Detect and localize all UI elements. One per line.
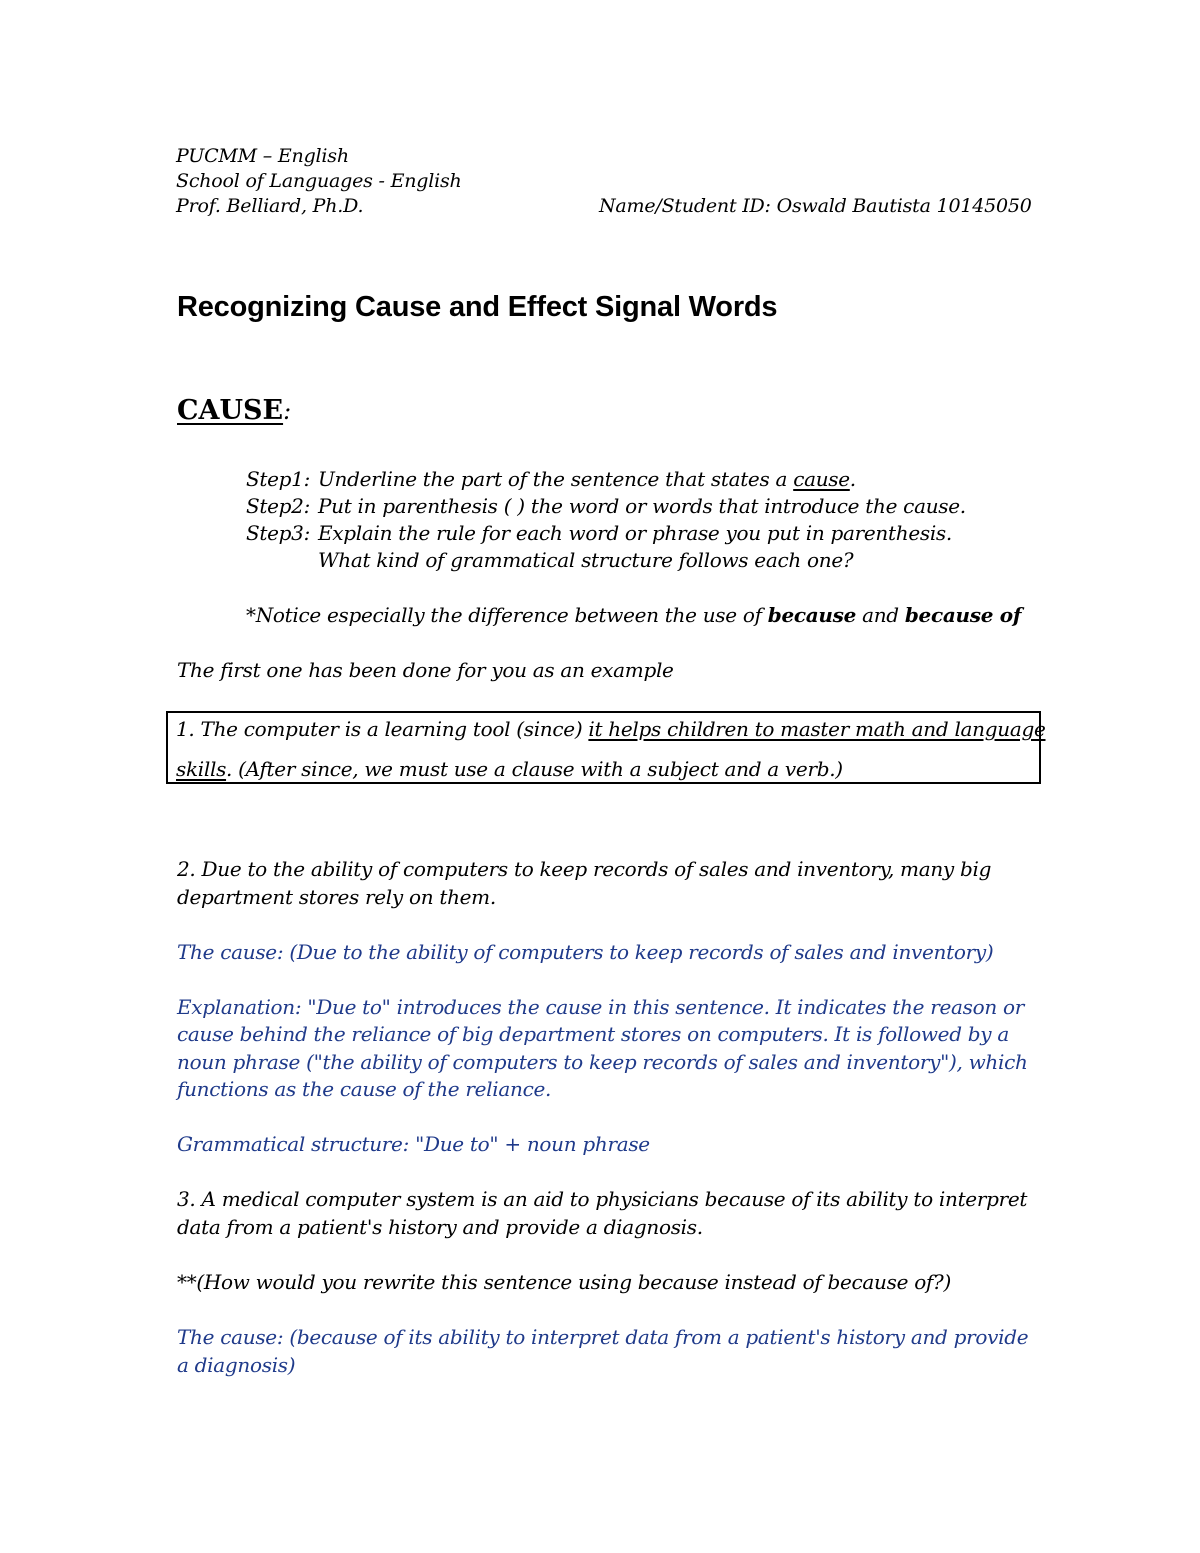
cause-heading-colon: : — [283, 397, 292, 425]
notice-and: and — [856, 603, 905, 627]
page-title: Recognizing Cause and Effect Signal Words — [177, 291, 778, 323]
answer2-explanation-line3: noun phrase ("the ability of computers to keep records of sales and inventory"), which — [177, 1050, 1028, 1074]
notice-line — [246, 603, 1021, 627]
notice-text: *Notice especially the difference between the use of — [246, 603, 768, 627]
step1-text-underlined: cause — [793, 467, 850, 491]
step3-text: Explain the rule for each word or phrase you put in parenthesis. — [318, 521, 952, 545]
question2-line2: department stores rely on them. — [177, 885, 496, 909]
cause-heading-text: CAUSE — [177, 395, 284, 426]
example-line2 — [176, 757, 843, 781]
notice-because: because — [767, 603, 857, 627]
step1-text — [318, 467, 856, 491]
notice-because-of: because of — [904, 603, 1022, 627]
question3-line2: data from a patient's history and provide a diagnosis. — [177, 1215, 703, 1239]
question2-line1: 2. Due to the ability of computers to keep records of sales and inventory, many big — [177, 857, 992, 881]
example-line2-text: . (After since, we must use a clause with a subject and a verb.) — [226, 757, 843, 781]
step2-label: Step2: — [246, 494, 311, 518]
header-school: School of Languages - English — [176, 170, 462, 192]
question3-rewrite: **(How would you rewrite this sentence using because instead of because of?) — [177, 1270, 951, 1294]
header-professor: Prof. Belliard, Ph.D. — [176, 195, 364, 217]
answer3-cause-line2: a diagnosis) — [177, 1353, 296, 1377]
header-institution: PUCMM – English — [176, 145, 349, 167]
answer3-cause-line1: The cause: (because of its ability to interpret data from a patient's history and provide — [177, 1325, 1029, 1349]
step2-text: Put in parenthesis ( ) the word or words that introduce the cause. — [318, 494, 966, 518]
step1-text-b: . — [849, 467, 856, 491]
example-line1 — [176, 717, 1046, 741]
example-line1-text: 1. The computer is a learning tool (since) — [176, 717, 589, 741]
answer2-structure: Grammatical structure: "Due to" + noun phrase — [177, 1132, 650, 1156]
answer2-cause: The cause: (Due to the ability of computers to keep records of sales and inventory) — [177, 940, 994, 964]
header-student-id: Name/Student ID: Oswald Bautista 10145050 — [599, 195, 1032, 217]
step1-text-a: Underline the part of the sentence that states a — [318, 467, 794, 491]
example-line1-underlined: it helps children to master math and language — [588, 717, 1046, 741]
answer2-explanation-line2: cause behind the reliance of big department stores on computers. It is followed by a — [177, 1022, 1009, 1046]
example-intro: The first one has been done for you as an example — [177, 658, 674, 682]
question3-line1: 3. A medical computer system is an aid to physicians because of its ability to interpret — [177, 1187, 1028, 1211]
section-heading — [177, 395, 291, 426]
step3-label: Step3: — [246, 521, 311, 545]
step3-text-continued: What kind of grammatical structure follows each one? — [318, 548, 854, 572]
example-line2-underlined: skills — [176, 757, 227, 781]
step1-label: Step1: — [246, 467, 311, 491]
answer2-explanation-line1: Explanation: "Due to" introduces the cause in this sentence. It indicates the reason or — [177, 995, 1024, 1019]
answer2-explanation-line4: functions as the cause of the reliance. — [177, 1077, 552, 1101]
